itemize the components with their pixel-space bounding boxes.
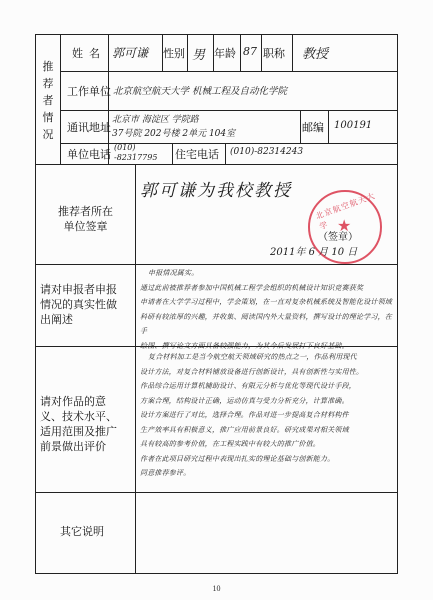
opinion-handwriting: 郭可谦为我校教授	[140, 181, 292, 201]
work-unit-label: 工作单位	[67, 85, 111, 98]
name-label: 姓名	[72, 47, 106, 60]
authenticity-text: 申报情况属实。 通过此前被推荐者参加中国机械工程学会组织的机械设计知识竞赛获奖 申请者在大学学习过程中，学会策划，在一直对复杂机械系统及智能化设计领域 科研有较浓厚的兴趣，并收集、阅读国内外大量资料，撰写设计的理论学习，在手 绘图、撰写论文方面具备较强能力，为其今后发展打下良好基础。	[140, 269, 392, 350]
seal-caption: （签章）	[318, 232, 358, 243]
name-value: 郭可谦	[112, 46, 149, 60]
evaluation-text: 复合材料加工是当今航空航天领域研究的热点之一，作品利用现代 设计方法，对复合材料铺放设备进行创新设计，具有创新性与实用性。 作品综合运用计算机辅助设计、有限元分析与优化等现代设计手段， 方案合理，结构设计正确，运动仿真与受力分析充分，计算准确。 设计方案进行了对比，选择合理。作品对进一步提高复合材料构件 生产效率具有积极意义，推广应用前景良好。研究成果对相关领域 具有较高的参考价值，在工程实践中有较大的推广价值。 作者在此项目研究过程中表现出扎实的理论基础与创新能力。 同意推荐参评。	[140, 353, 364, 477]
postcode-label: 邮编	[302, 121, 324, 134]
other-notes-label: 其它说明	[60, 525, 104, 538]
address-line1: 北京市 海淀区 学院路	[112, 115, 199, 125]
evaluation-label: 请对作品的意 义、技术水平、 适用范围及推广 前景做出评价	[40, 395, 117, 453]
address-label: 通讯地址	[67, 121, 111, 134]
address-line2: 37号院 202号楼 2单元 104室	[112, 129, 236, 139]
unit-phone-line2: -82317795	[114, 153, 158, 162]
home-phone-value: (010)-82314243	[230, 147, 304, 157]
university-seal-stamp: 北京航空航天大学 ★	[308, 190, 382, 264]
section-label-recommender-info: 推 荐 者 情 况	[42, 60, 54, 141]
seal-star-icon: ★	[337, 216, 352, 235]
title-value: 教授	[302, 47, 329, 62]
title-label: 职称	[263, 47, 285, 60]
home-phone-label: 住宅电话	[175, 148, 219, 161]
age-value: 87	[243, 45, 257, 58]
authenticity-label: 请对申报者申报 情况的真实性做 出阐述	[40, 283, 117, 326]
gender-value: 男	[192, 48, 206, 63]
gender-label: 性别	[163, 47, 185, 60]
work-unit-value: 北京航空航天大学 机械工程及自动化学院	[113, 86, 288, 97]
unit-phone-line1: (010)	[114, 143, 136, 152]
page-number: 10	[212, 584, 221, 593]
seal-date: 2011年 6 月 10 日	[270, 247, 358, 258]
postcode-value: 100191	[334, 120, 373, 131]
unit-seal-label: 推荐者所在 单位签章	[58, 205, 113, 233]
unit-phone-label: 单位电话	[67, 148, 111, 161]
age-label: 年龄	[214, 47, 236, 60]
